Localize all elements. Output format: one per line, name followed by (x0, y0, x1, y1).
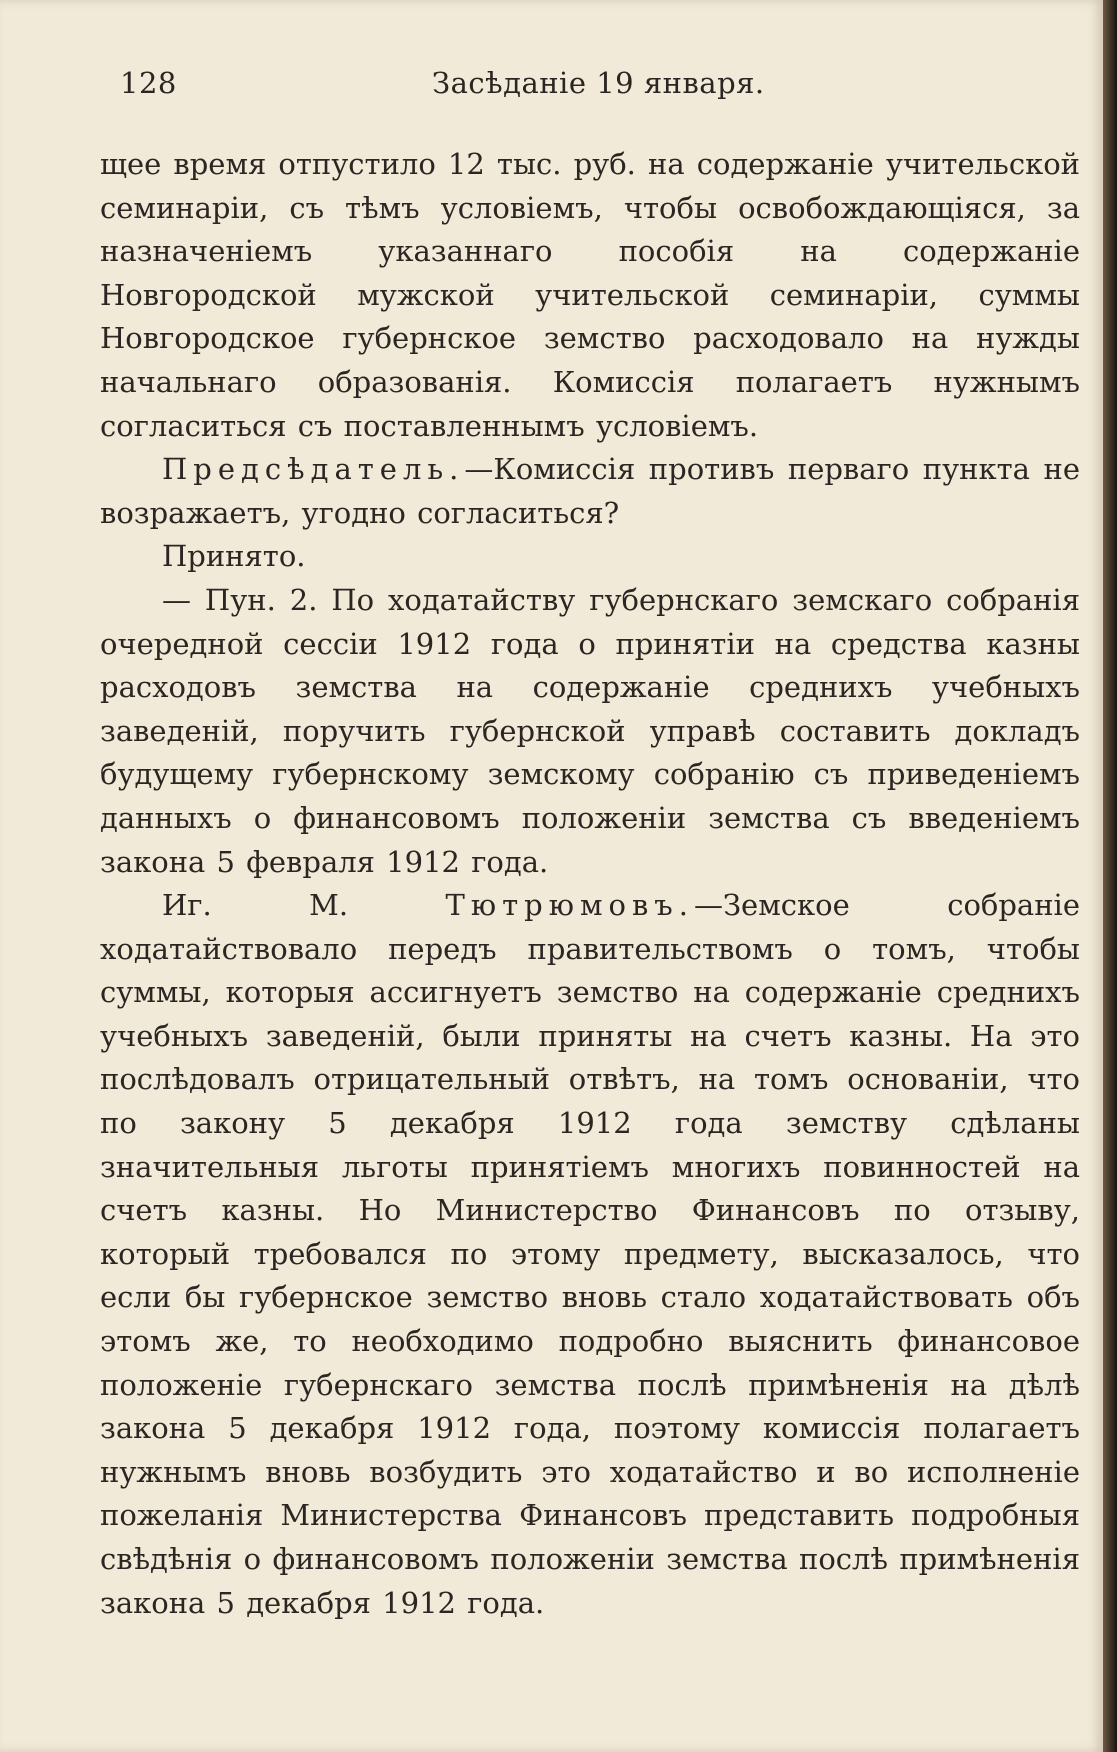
running-title: Засѣданіе 19 января. (432, 66, 765, 100)
paragraph-tyutryumov (100, 884, 1080, 1625)
speaker-name: Тютрюмовъ. (445, 888, 694, 923)
speech-text: —Земское собраніе ходатайствовало передъ правительствомъ о томъ, чтобы суммы, которыя ассигнуетъ земство на содержаніе среднихъ учебныхъ заведеній, были приняты на счетъ казны. На это послѣдовалъ отрицательный отвѣтъ, на томъ основаніи, что по закону 5 декабря 1912 года земству сдѣланы значительныя льготы принятіемъ многихъ повинностей на счетъ казны. Но Министерство Финансовъ по отзыву, который требовался по этому предмету, высказалось, что если бы губернское земство вновь стало ходатайствовать объ этомъ же, то необходимо подробно выяснить финансовое положеніе губернскаго земства послѣ примѣненія на дѣлѣ закона 5 декабря 1912 года, поэтому комиссія полагаетъ нужнымъ вновь возбудить это ходатайство и во исполненіе пожеланія Министерства Финансовъ представить подробныя свѣдѣнія о финансовомъ положеніи земства послѣ примѣненія закона 5 декабря 1912 года. (100, 888, 1080, 1620)
speaker-name: Предсѣдатель. (162, 452, 465, 487)
paragraph-continuation: щее время отпустило 12 тыс. руб. на содержаніе учительской семинаріи, съ тѣмъ условіемъ, чтобы освобождающіяся, за назначеніемъ указаннаго пособія на содержаніе Новгородской мужской учительской семинаріи, суммы Новгородское губернское земство расходовало на нужды начальнаго образованія. Комиссія полагаетъ нужнымъ согласиться съ поставленнымъ условіемъ. (100, 147, 1080, 443)
paragraph-chairman (100, 448, 1080, 535)
paragraph-item-2: — Пун. 2. По ходатайству губернскаго земскаго собранія очередной сессіи 1912 года о принятіи на средства казны расходовъ земства на содержаніе среднихъ учебныхъ заведеній, поручить губернской управѣ составить докладъ будущему губернскому земскому собранію съ приведеніемъ данныхъ о финансовомъ положеніи земства съ введеніемъ закона 5 февраля 1912 года. (100, 582, 1080, 879)
paragraph-accepted: Принято. (162, 539, 306, 574)
speaker-title: Иг. М. (162, 888, 349, 923)
page-number: 128 (120, 66, 177, 100)
page-header (120, 66, 1080, 106)
speech-text: —Комиссія противъ перваго пункта не возражаетъ, угодно согласиться? (100, 452, 1080, 530)
body-text (100, 143, 1080, 1625)
page-edge-shadow (1103, 0, 1117, 1752)
